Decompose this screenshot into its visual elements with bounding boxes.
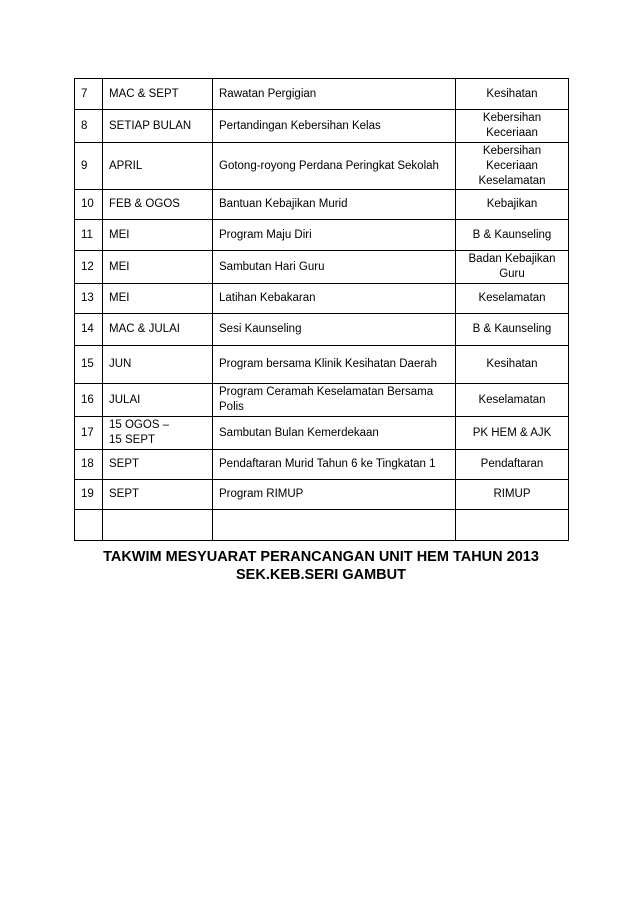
row-program: Gotong-royong Perdana Peringkat Sekolah [213, 143, 456, 190]
row-month: APRIL [103, 143, 213, 190]
row-unit: Kebersihan Keceriaan Keselamatan [456, 143, 569, 190]
row-month: MEI [103, 220, 213, 251]
row-month: 15 OGOS – 15 SEPT [103, 417, 213, 450]
row-program: Pertandingan Kebersihan Kelas [213, 110, 456, 143]
row-number: 9 [75, 143, 103, 190]
row-month: SEPT [103, 450, 213, 480]
row-number: 19 [75, 480, 103, 510]
row-number: 16 [75, 384, 103, 417]
row-month: MEI [103, 284, 213, 314]
table-row [75, 79, 569, 110]
row-unit: Badan Kebajikan Guru [456, 251, 569, 284]
row-program: Program Ceramah Keselamatan Bersama Polis [213, 384, 456, 417]
row-unit [456, 510, 569, 541]
row-month: SETIAP BULAN [103, 110, 213, 143]
row-number [75, 510, 103, 541]
row-program [213, 510, 456, 541]
row-unit: Kebajikan [456, 190, 569, 220]
table-row [75, 346, 569, 384]
table-row [75, 450, 569, 480]
row-month: MAC & SEPT [103, 79, 213, 110]
row-month [103, 510, 213, 541]
activity-table [74, 78, 569, 541]
table-row [75, 220, 569, 251]
row-unit: Kesihatan [456, 79, 569, 110]
row-program: Latihan Kebakaran [213, 284, 456, 314]
table-row [75, 314, 569, 346]
row-unit: Kesihatan [456, 346, 569, 384]
row-unit: RIMUP [456, 480, 569, 510]
row-number: 11 [75, 220, 103, 251]
row-program: Program Maju Diri [213, 220, 456, 251]
row-number: 17 [75, 417, 103, 450]
row-program: Sambutan Bulan Kemerdekaan [213, 417, 456, 450]
row-number: 10 [75, 190, 103, 220]
row-program: Program RIMUP [213, 480, 456, 510]
row-program: Rawatan Pergigian [213, 79, 456, 110]
row-program: Program bersama Klinik Kesihatan Daerah [213, 346, 456, 384]
row-month: SEPT [103, 480, 213, 510]
row-program: Pendaftaran Murid Tahun 6 ke Tingkatan 1 [213, 450, 456, 480]
table-row [75, 480, 569, 510]
table-row [75, 510, 569, 541]
row-unit: PK HEM & AJK [456, 417, 569, 450]
table-row [75, 417, 569, 450]
row-program: Bantuan Kebajikan Murid [213, 190, 456, 220]
row-month: MAC & JULAI [103, 314, 213, 346]
row-unit: Keselamatan [456, 284, 569, 314]
row-unit: B & Kaunseling [456, 220, 569, 251]
row-month: JUN [103, 346, 213, 384]
row-number: 13 [75, 284, 103, 314]
row-number: 8 [75, 110, 103, 143]
row-number: 18 [75, 450, 103, 480]
row-month: FEB & OGOS [103, 190, 213, 220]
row-unit: B & Kaunseling [456, 314, 569, 346]
table-row [75, 384, 569, 417]
table-row [75, 284, 569, 314]
row-month: MEI [103, 251, 213, 284]
row-number: 12 [75, 251, 103, 284]
row-unit: Kebersihan Keceriaan [456, 110, 569, 143]
row-program: Sesi Kaunseling [213, 314, 456, 346]
row-unit: Keselamatan [456, 384, 569, 417]
school-name-heading: SEK.KEB.SERI GAMBUT [236, 567, 406, 583]
table-row [75, 251, 569, 284]
table-row [75, 190, 569, 220]
row-number: 14 [75, 314, 103, 346]
table-row [75, 110, 569, 143]
document-heading: TAKWIM MESYUARAT PERANCANGAN UNIT HEM TAHUN 2013 [103, 549, 539, 565]
row-unit: Pendaftaran [456, 450, 569, 480]
row-number: 7 [75, 79, 103, 110]
row-program: Sambutan Hari Guru [213, 251, 456, 284]
activity-table-body [75, 79, 569, 541]
table-row [75, 143, 569, 190]
row-number: 15 [75, 346, 103, 384]
row-month: JULAI [103, 384, 213, 417]
